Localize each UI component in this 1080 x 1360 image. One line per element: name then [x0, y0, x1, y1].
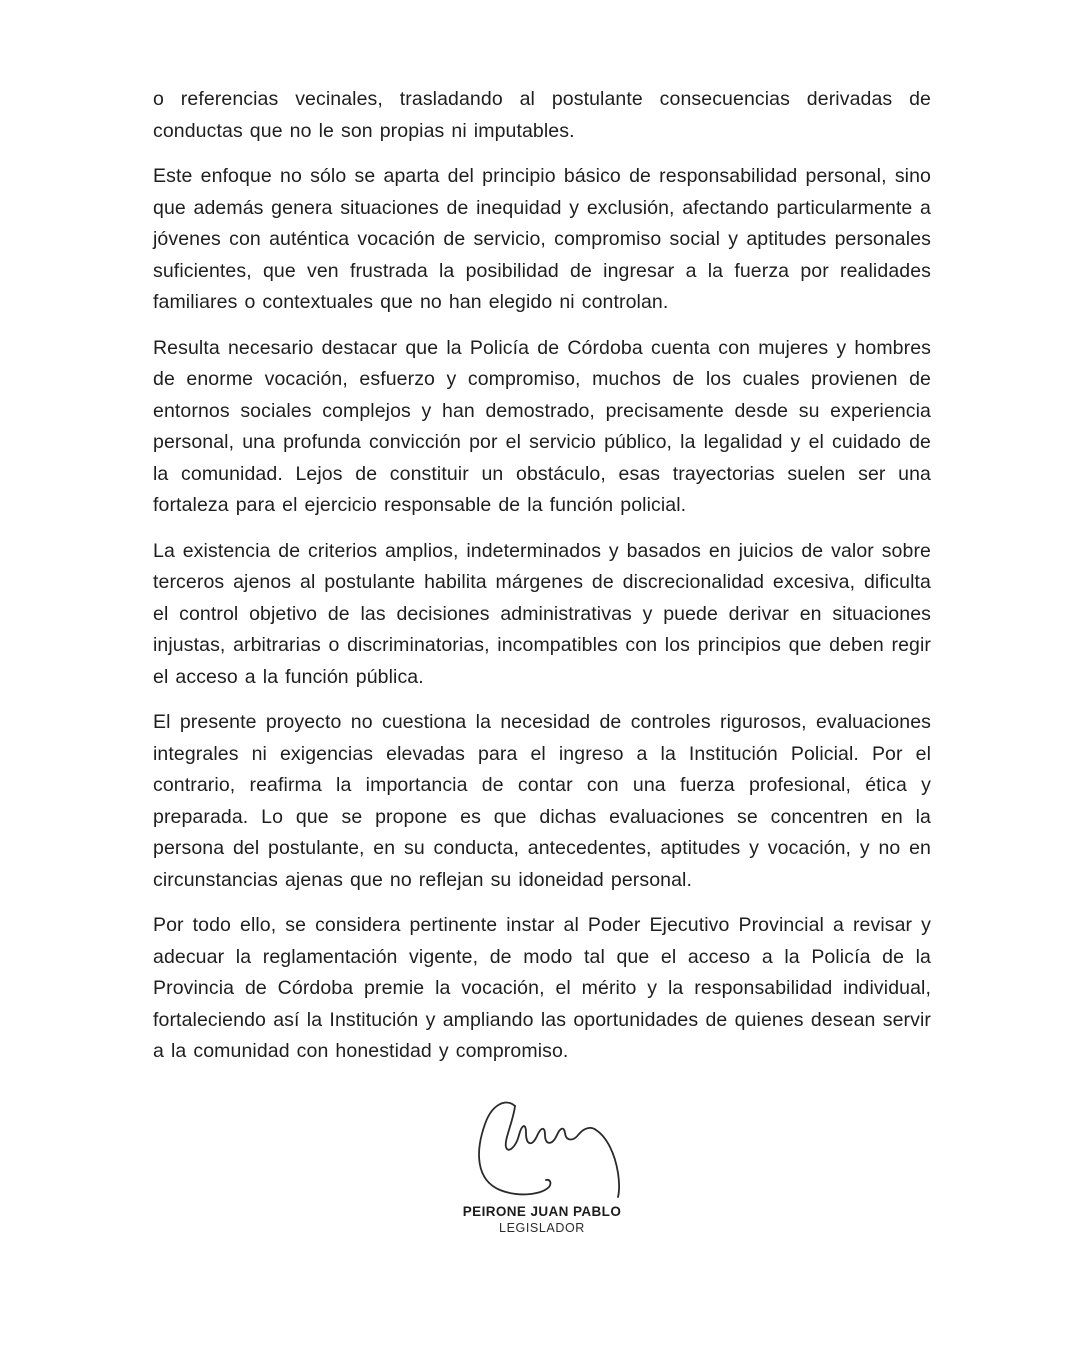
paragraph: Resulta necesario destacar que la Policía de Córdoba cuenta con mujeres y hombres de enorme vocación, esfuerzo y compromiso, muchos de los cuales provienen de entornos sociales complejos y han demostrado, precisamente desde su experiencia personal, una profunda convicción por el servicio público, la legalidad y el cuidado de la comunidad. Lejos de constituir un obstáculo, esas trayectorias suelen ser una fortaleza para el ejercicio responsable de la función policial. [153, 336, 931, 516]
document-body [153, 84, 931, 1235]
signatory-title: LEGISLADOR [499, 1220, 585, 1235]
paragraph: Por todo ello, se considera pertinente instar al Poder Ejecutivo Provincial a revisar y adecuar la reglamentación vigente, de modo tal que el acceso a la Policía de la Provincia de Córdoba premie la vocación, el mérito y la responsabilidad individual, fortaleciendo así la Institución y ampliando las oportunidades de quienes desean servir a la comunidad con honestidad y compromiso. [153, 914, 931, 1062]
paragraph: El presente proyecto no cuestiona la necesidad de controles rigurosos, evaluaciones integrales ni exigencias elevadas para el ingreso a la Institución Policial. Por el contrario, reafirma la importancia de contar con una fuerza profesional, ética y preparada. Lo que se propone es que dichas evaluaciones se concentren en la persona del postulante, en su conducta, antecedentes, aptitudes y vocación, y no en circunstancias ajenas que no reflejan su idoneidad personal. [153, 711, 931, 891]
paragraph: Este enfoque no sólo se aparta del principio básico de responsabilidad personal, sino que además genera situaciones de inequidad y exclusión, afectando particularmente a jóvenes con auténtica vocación de servicio, compromiso social y aptitudes personales suficientes, que ven frustrada la posibilidad de ingresar a la fuerza por realidades familiares o contextuales que no han elegido ni controlan. [153, 165, 931, 313]
paragraph: o referencias vecinales, trasladando al postulante consecuencias derivadas de conductas que no le son propias ni imputables. [153, 88, 931, 142]
signature-icon [466, 1094, 636, 1202]
signature-block [153, 1094, 931, 1235]
signatory-name: PEIRONE JUAN PABLO [462, 1203, 622, 1219]
paragraph: La existencia de criterios amplios, indeterminados y basados en juicios de valor sobre terceros ajenos al postulante habilita márgenes de discrecionalidad excesiva, dificulta el control objetivo de las decisiones administrativas y puede derivar en situaciones injustas, arbitrarias o discriminatorias, incompatibles con los principios que deben regir el acceso a la función pública. [153, 539, 931, 688]
